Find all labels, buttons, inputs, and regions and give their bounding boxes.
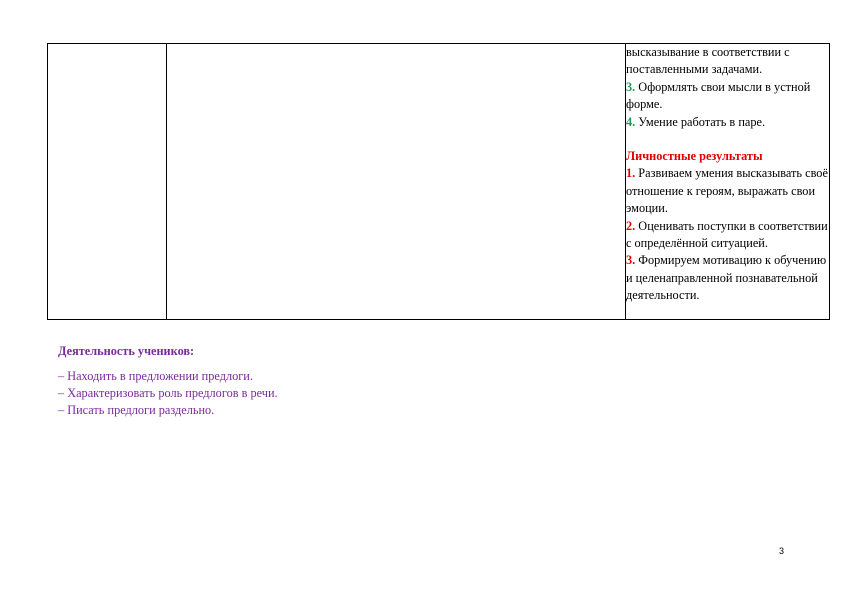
results-intro: высказывание в соответствии с поставленными задачами. [626, 45, 790, 77]
item-number: 3. [626, 253, 636, 268]
table-row [48, 44, 830, 320]
item-text: Формируем мотивацию к обучению и целенаправленной познавательной деятельности. [626, 253, 827, 303]
item-number: 2. [626, 218, 636, 233]
results-item [626, 252, 829, 304]
results-item [626, 218, 829, 253]
table-cell-teacher [167, 44, 626, 320]
item-number: 4. [626, 114, 636, 129]
item-text: Умение работать в паре. [635, 114, 766, 129]
table-cell-stage [48, 44, 167, 320]
results-item [626, 79, 829, 114]
item-text: Развиваем умения высказывать своё отношение к героям, выражать свои эмоции. [626, 166, 828, 216]
item-number: 3. [626, 79, 636, 94]
results-item [626, 114, 829, 131]
activity-title: Деятельность учеников: [58, 344, 195, 358]
page-number: 3 [779, 546, 785, 556]
lesson-table [47, 43, 830, 320]
activity-item: – Писать предлоги раздельно. [58, 403, 215, 417]
activity-item: – Характеризовать роль предлогов в речи. [58, 386, 278, 400]
personal-results-heading: Личностные результаты [626, 149, 763, 164]
results-item [626, 165, 829, 217]
activity-item: – Находить в предложении предлоги. [58, 369, 253, 383]
item-number: 1. [626, 166, 636, 181]
item-text: Оценивать поступки в соответствии с определённой ситуацией. [626, 218, 828, 251]
student-activity [58, 343, 278, 419]
item-text: Оформлять свои мысли в устной форме. [626, 79, 811, 112]
table-cell-results [626, 44, 830, 320]
